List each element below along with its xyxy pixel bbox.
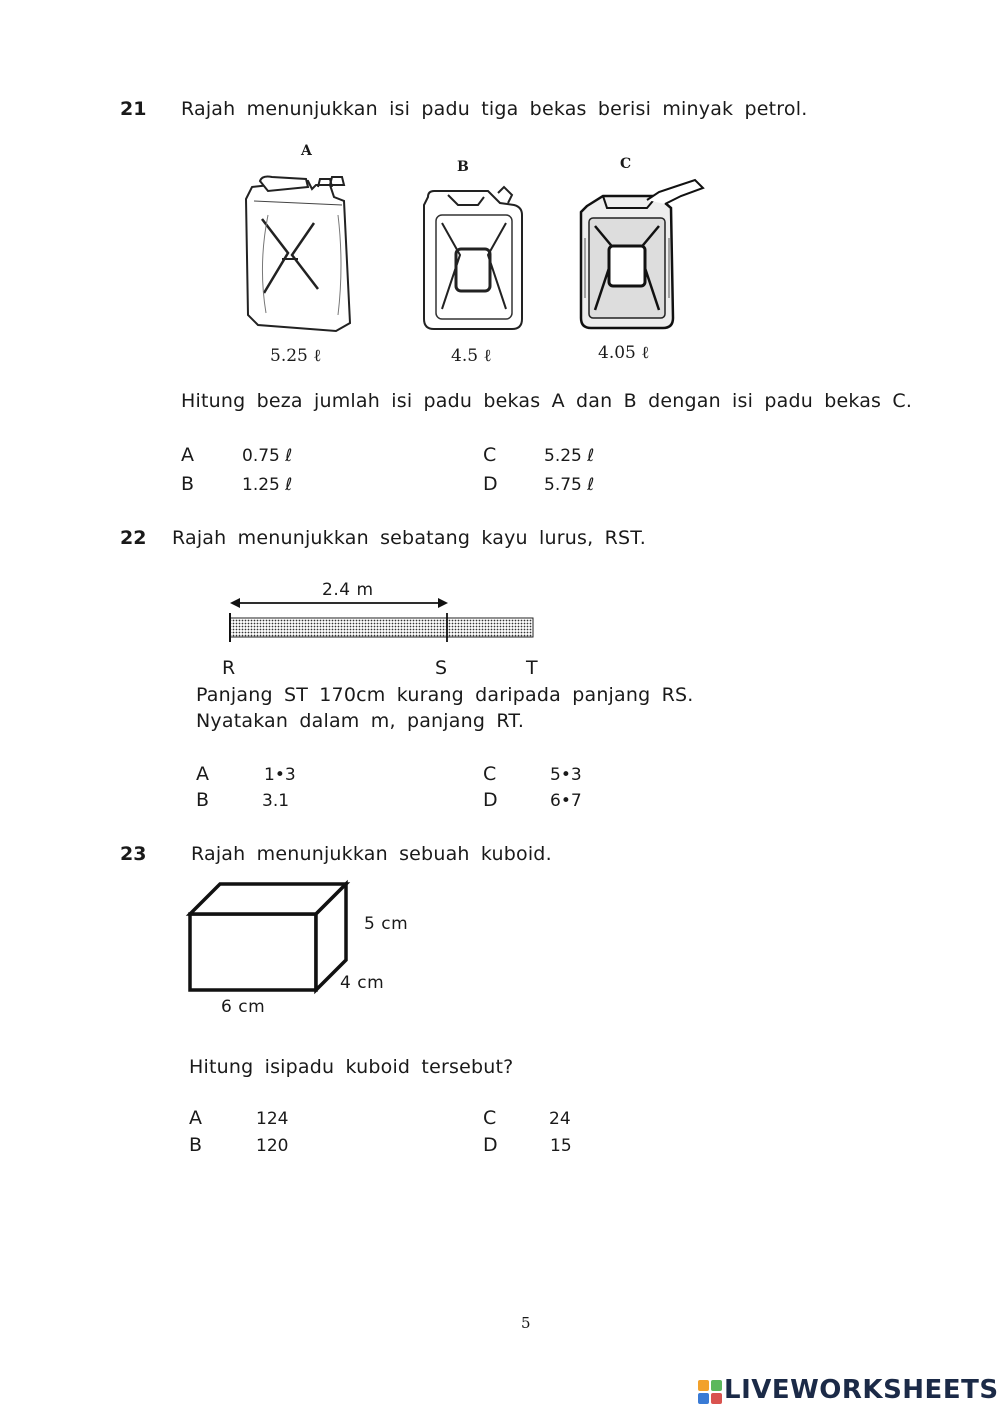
container-volume-a: 5.25 ℓ	[270, 346, 322, 366]
option-letter-b[interactable]: B	[196, 789, 210, 811]
logo-icon	[698, 1380, 722, 1404]
point-r-label: R	[222, 657, 236, 679]
jerry-can-a-image	[238, 175, 363, 335]
height-label: 5 cm	[364, 914, 409, 934]
option-letter-b[interactable]: B	[181, 473, 195, 495]
option-letter-a[interactable]: A	[189, 1107, 202, 1129]
question-prompt: Rajah menunjukkan isi padu tiga bekas berisi minyak petrol.	[181, 98, 808, 120]
width-label: 6 cm	[221, 997, 266, 1017]
depth-label: 4 cm	[340, 973, 385, 993]
option-value-c[interactable]: 5.25 ℓ	[544, 446, 595, 466]
option-letter-d[interactable]: D	[483, 789, 498, 811]
container-volume-b: 4.5 ℓ	[451, 346, 492, 366]
container-label-c: C	[620, 156, 632, 172]
logo-text: LIVEWORKSHEETS	[724, 1375, 999, 1405]
question-number: 23	[120, 843, 147, 865]
container-label-b: B	[457, 159, 469, 175]
question-text: Hitung isipadu kuboid tersebut?	[189, 1056, 514, 1078]
question-text: Hitung beza jumlah isi padu bekas A dan B dengan isi padu bekas C.	[181, 390, 913, 412]
option-value-c[interactable]: 24	[549, 1109, 571, 1129]
point-t-label: T	[526, 657, 538, 679]
option-value-a[interactable]: 124	[256, 1109, 289, 1129]
question-text-line1: Panjang ST 170cm kurang daripada panjang RS.	[196, 684, 694, 706]
option-value-d[interactable]: 15	[550, 1136, 572, 1156]
jerry-can-c-image	[575, 178, 710, 333]
question-text-line2: Nyatakan dalam m, panjang RT.	[196, 710, 525, 732]
option-value-a[interactable]: 0.75 ℓ	[242, 446, 293, 466]
page-number: 5	[521, 1314, 531, 1332]
option-letter-b[interactable]: B	[189, 1134, 203, 1156]
question-prompt: Rajah menunjukkan sebatang kayu lurus, RST.	[172, 527, 647, 549]
question-number: 22	[120, 527, 147, 549]
option-letter-c[interactable]: C	[483, 763, 497, 785]
jerry-can-b-image	[418, 185, 528, 335]
option-value-b[interactable]: 1.25 ℓ	[242, 475, 293, 495]
question-prompt: Rajah menunjukkan sebuah kuboid.	[191, 843, 552, 865]
container-label-a: A	[301, 143, 312, 159]
option-letter-c[interactable]: C	[483, 444, 497, 466]
rs-length-label: 2.4 m	[322, 580, 374, 600]
option-value-c[interactable]: 5•3	[550, 765, 582, 785]
option-letter-d[interactable]: D	[483, 1134, 498, 1156]
option-value-a[interactable]: 1•3	[264, 765, 296, 785]
option-value-b[interactable]: 3.1	[262, 791, 290, 811]
option-value-d[interactable]: 6•7	[550, 791, 582, 811]
liveworksheets-logo[interactable]	[698, 1374, 999, 1408]
cuboid-diagram	[186, 880, 356, 995]
option-value-d[interactable]: 5.75 ℓ	[544, 475, 595, 495]
option-letter-d[interactable]: D	[483, 473, 498, 495]
question-number: 21	[120, 98, 147, 120]
container-volume-c: 4.05 ℓ	[598, 343, 650, 363]
option-letter-a[interactable]: A	[181, 444, 194, 466]
wood-stick-diagram	[220, 595, 540, 645]
option-letter-c[interactable]: C	[483, 1107, 497, 1129]
option-letter-a[interactable]: A	[196, 763, 209, 785]
option-value-b[interactable]: 120	[256, 1136, 289, 1156]
point-s-label: S	[435, 657, 448, 679]
